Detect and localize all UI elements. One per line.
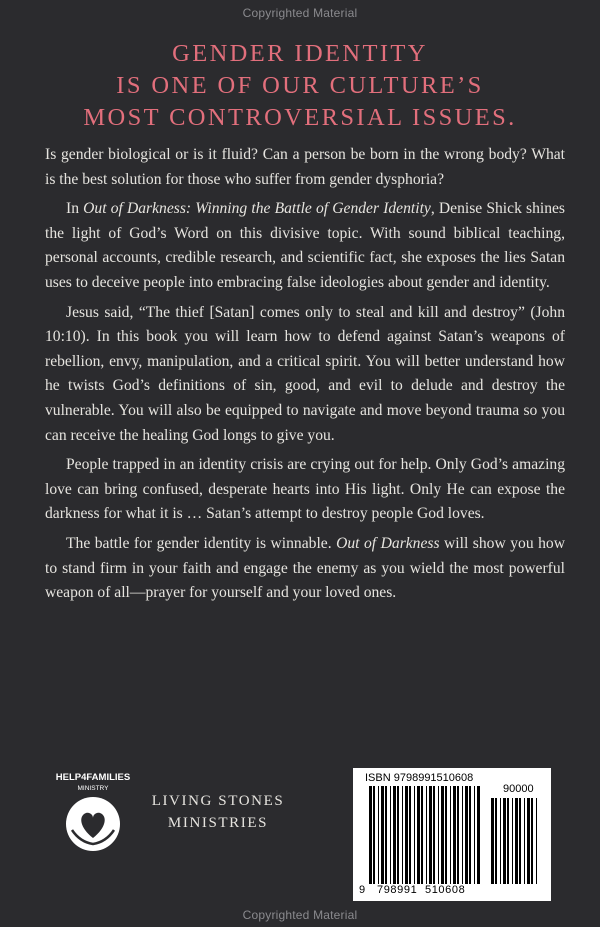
logo-sub-text: MINISTRY <box>77 785 109 792</box>
price-barcode-bar <box>519 798 521 884</box>
help4families-logo <box>50 768 136 863</box>
paragraph-2-prefix: In <box>66 200 84 218</box>
book-title-full: Out of Darkness: Winning the Battle of Gender Identity <box>83 200 431 218</box>
headline-line-2: IS ONE OF OUR CULTURE’S <box>116 72 484 99</box>
barcode-bar <box>414 786 415 884</box>
price-barcode-bar <box>507 798 509 884</box>
paragraph-5-prefix: The battle for gender identity is winnable. <box>66 534 337 552</box>
barcode-bar <box>462 786 463 884</box>
barcode-bar <box>438 786 439 884</box>
paragraph-2-rest: , Denise Shick shines the light of God’s Word on this divisive topic. With sound biblical teaching, personal accounts, credible research, and scientific fact, she exposes the lies Satan uses to deceive people into embracing false ideologies about gender and identity. <box>45 200 566 291</box>
price-barcode-bar <box>500 798 501 884</box>
barcode-first-digit: 9 <box>359 884 366 896</box>
publisher-line-1: LIVING STONES <box>151 793 285 809</box>
headline-line-3: MOST CONTROVERSIAL ISSUES. <box>83 104 517 131</box>
barcode-bar <box>469 786 471 884</box>
barcode-bar <box>417 786 420 884</box>
headline <box>0 38 600 134</box>
paragraph-3: Jesus said, “The thief [Satan] comes only to steal and kill and destroy” (John 10:10). In this book you will learn how to defend against Satan’s weapons of rebellion, envy, manipulation, and a critical spirit. You will better understand how he twists God’s definitions of sin, good, and evil to delude and destroy the vulnerable. You will also be equipped to navigate and move beyond trauma so you can receive the healing God longs to give you. <box>45 303 565 444</box>
publisher-name <box>143 790 293 834</box>
barcode-bar <box>445 786 447 884</box>
barcode-bar <box>390 786 391 884</box>
price-code: 90000 <box>503 783 534 795</box>
book-title-short: Out of Darkness <box>336 534 440 552</box>
paragraph-2 <box>45 197 565 295</box>
barcode-bar <box>450 786 451 884</box>
paragraph-5-rest: will show you how to stand firm in your faith and engage the enemy as you wield the most powerful weapon of all—prayer for yourself and your loved ones. <box>45 534 565 602</box>
price-barcode-bar <box>515 798 518 884</box>
price-barcode-bar <box>491 798 494 884</box>
price-barcode-bar <box>495 798 497 884</box>
price-barcode-bar <box>531 798 533 884</box>
barcode-bar <box>441 786 444 884</box>
barcode-bars <box>353 768 551 901</box>
back-cover-description <box>45 143 565 611</box>
paragraph-5 <box>45 532 565 606</box>
barcode-bar <box>369 786 372 884</box>
barcode-bar <box>421 786 423 884</box>
price-barcode-bar <box>512 798 513 884</box>
barcode-bar <box>429 786 432 884</box>
barcode-bar <box>477 786 480 884</box>
barcode-bar <box>465 786 468 884</box>
paragraph-4: People trapped in an identity crisis are crying out for help. Only God’s amazing love can bring confused, desperate hearts into His light. Only He can expose the darkness for what it is … Satan’s attempt to destroy people God loves. <box>45 456 565 523</box>
paragraph-1: Is gender biological or is it fluid? Can a person be born in the wrong body? What is the best solution for those who suffer from gender dysphoria? <box>45 146 565 188</box>
isbn-label: ISBN 9798991510608 <box>365 772 474 784</box>
barcode-digits-group-1: 798991 <box>377 884 418 896</box>
publisher-line-2: MINISTRIES <box>167 815 269 831</box>
price-barcode-bar <box>503 798 506 884</box>
barcode-bar <box>397 786 399 884</box>
barcode-bar <box>474 786 475 884</box>
barcode-bar <box>409 786 411 884</box>
isbn-barcode <box>353 768 551 901</box>
price-barcode-bar <box>527 798 530 884</box>
barcode-digits-group-2: 510608 <box>425 884 466 896</box>
barcode-bar <box>378 786 379 884</box>
price-barcode-bar <box>536 798 537 884</box>
headline-line-1: GENDER IDENTITY <box>172 40 428 67</box>
logo-top-text: HELP4FAMILIES <box>55 772 131 783</box>
barcode-bar <box>453 786 456 884</box>
barcode-bar <box>393 786 396 884</box>
barcode-bar <box>381 786 384 884</box>
barcode-bar <box>433 786 435 884</box>
barcode-bar <box>405 786 408 884</box>
barcode-bar <box>426 786 427 884</box>
barcode-bar <box>373 786 375 884</box>
price-barcode-bar <box>524 798 525 884</box>
barcode-bar <box>457 786 459 884</box>
watermark-bottom: Copyrighted Material <box>242 908 358 922</box>
barcode-bar <box>385 786 387 884</box>
watermark-top: Copyrighted Material <box>242 6 358 20</box>
barcode-bar <box>402 786 403 884</box>
